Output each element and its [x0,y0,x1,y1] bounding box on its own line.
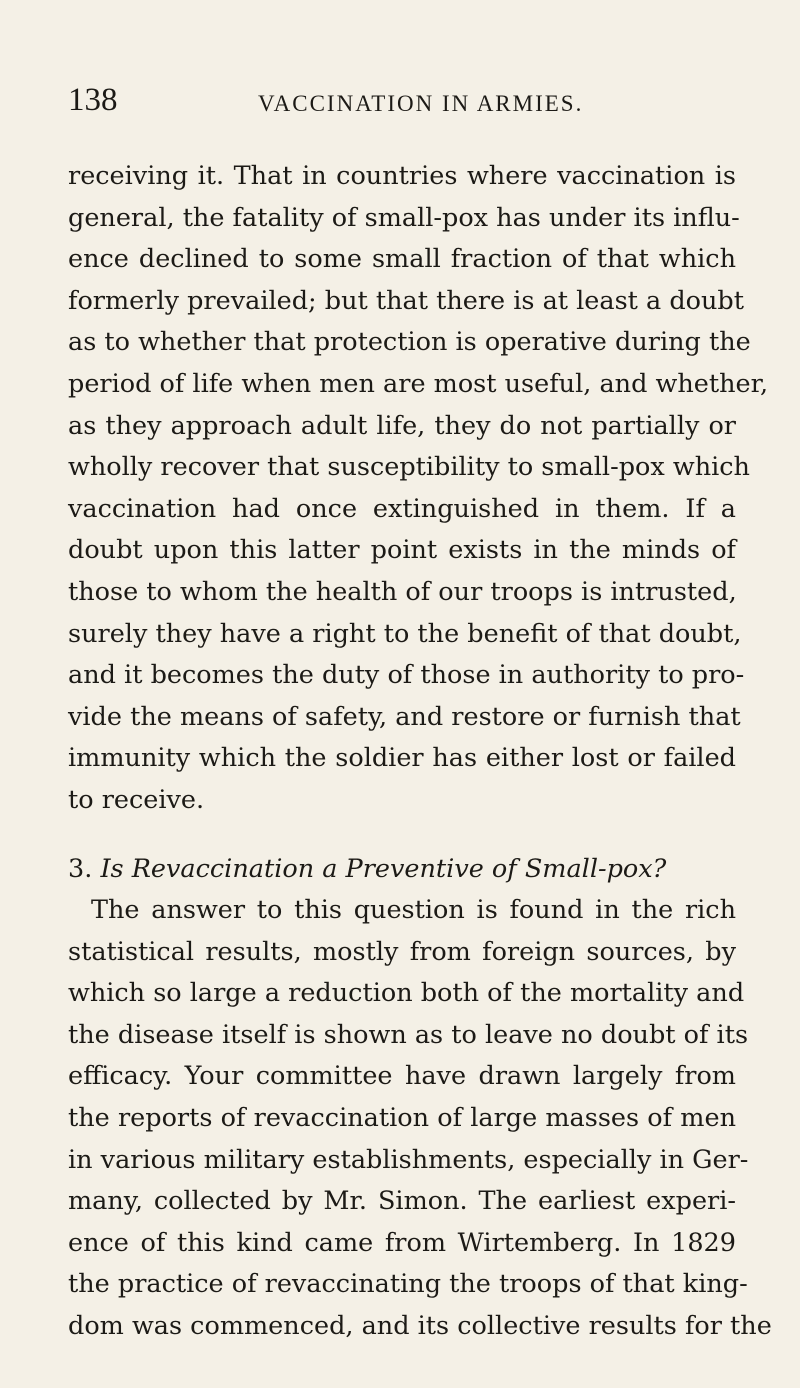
text-line: surely they have a right to the benefit of that doubt, [68,618,742,649]
text-line: the disease itself is shown as to leave no doubt of its [68,1019,749,1050]
text-line: and it becomes the duty of those in authority to pro- [68,660,745,691]
section-number: 3. [68,853,93,884]
text-line: dom was commenced, and its collective results for the [68,1311,772,1342]
text-line: formerly prevailed; but that there is at least a doubt [68,285,744,316]
text-line: statistical results, mostly from foreign sources, by [68,936,736,967]
body-text [68,156,772,1348]
text-line: the reports of revaccination of large masses of men [68,1103,736,1134]
text-line: as to whether that protection is operative during the [68,327,751,358]
text-line: ence declined to some small fraction of that which [68,244,736,275]
text-line: to receive. [68,784,205,815]
section-spacer [68,822,736,849]
section-heading [68,849,736,891]
text-line: many, collected by Mr. Simon. The earliest experi- [68,1186,736,1217]
page-number: 138 [68,82,118,118]
text-line: efficacy. Your committee have drawn largely from [68,1061,736,1092]
text-line: in various military establishments, especially in Ger- [68,1144,749,1175]
text-line: doubt upon this latter point exists in the minds of [68,535,736,566]
text-line: ence of this kind came from Wirtemberg. In 1829 [68,1227,736,1258]
paragraph-revaccination-doubt [68,156,769,822]
text-line: receiving it. That in countries where vaccination is [68,161,736,191]
running-head [68,80,736,120]
text-line: immunity which the soldier has either lost or failed [68,743,736,774]
text-line: those to whom the health of our troops is intrusted, [68,576,737,607]
text-line: the practice of revaccinating the troops of that king- [68,1269,748,1300]
book-page [68,80,772,1348]
text-line: wholly recover that susceptibility to small-pox which [68,452,750,483]
text-line: general, the fatality of small-pox has under its influ- [68,202,740,233]
text-line: vide the means of safety, and restore or furnish that [68,701,741,732]
paragraph-statistical-results [68,890,772,1348]
text-line: which so large a reduction both of the mortality and [68,978,745,1009]
text-line: vaccination had once extinguished in them. If a [68,493,736,524]
running-title: VACCINATION IN ARMIES. [258,91,584,116]
text-line: period of life when men are most useful, and whether, [68,368,769,399]
section-title: Is Revaccination a Preventive of Small-pox? [100,853,667,884]
text-line: The answer to this question is found in the rich [91,895,736,926]
text-line: as they approach adult life, they do not partially or [68,410,736,441]
